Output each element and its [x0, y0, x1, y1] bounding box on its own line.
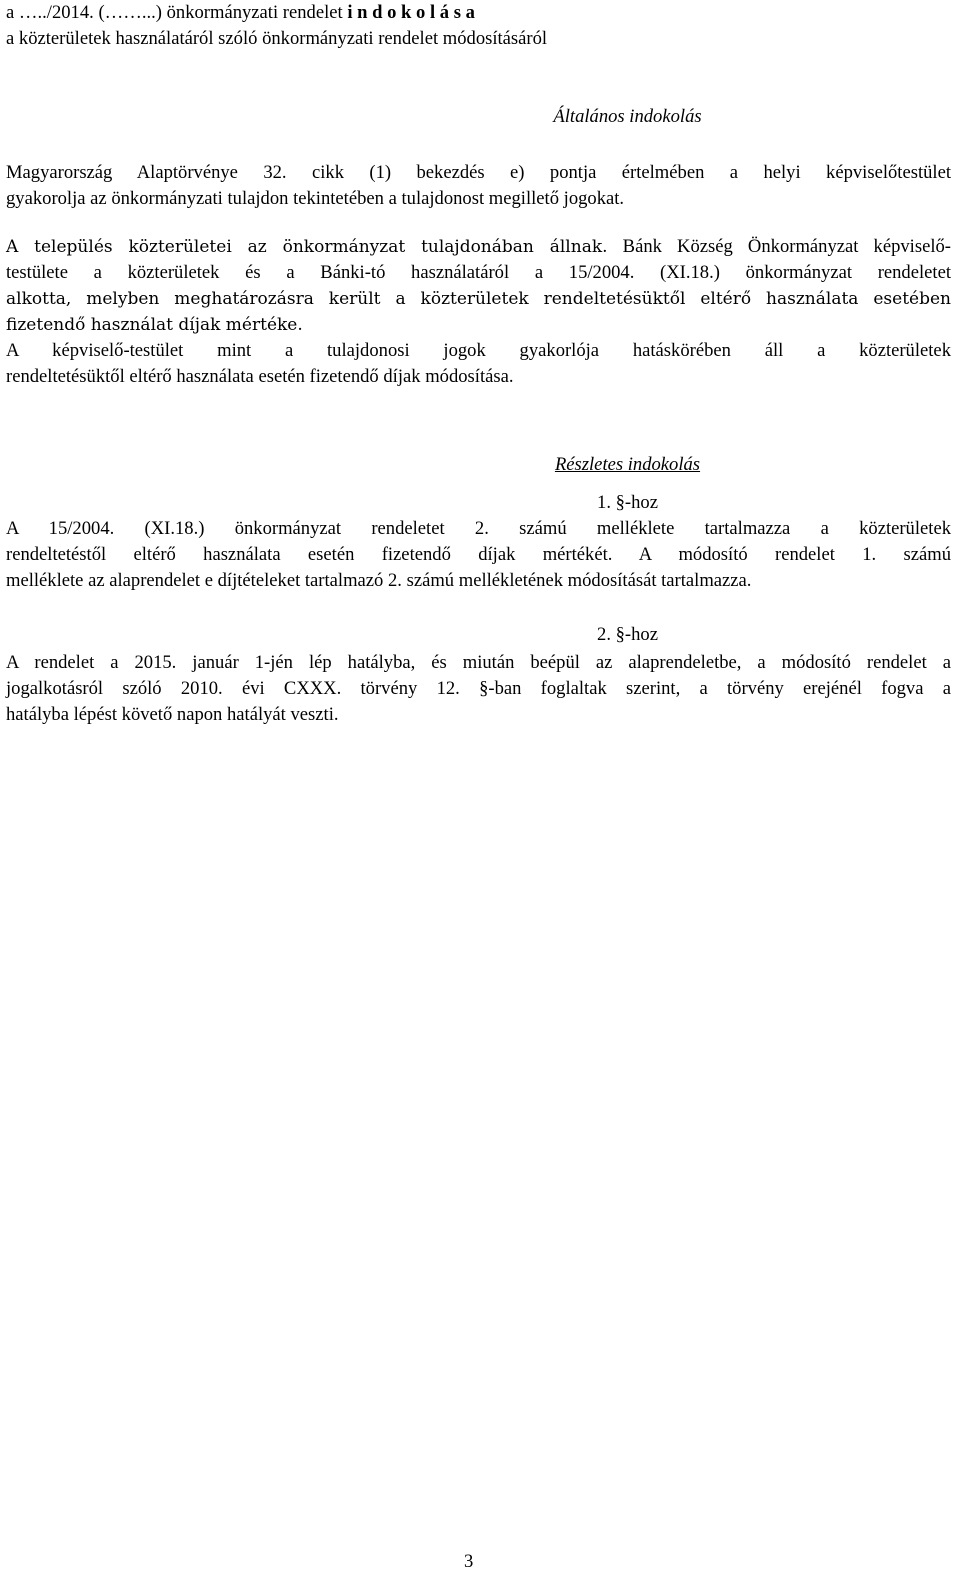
general-p2-line1 — [6, 234, 951, 260]
section-2-line3: hatályba lépést követő napon hatályát veszti. — [6, 704, 339, 725]
general-p2-line3: alkotta, melyben meghatározásra került a közterületek rendeltetésüktől eltérő használata esetében — [6, 289, 951, 309]
section-1-label: 1. §-hoz — [597, 492, 658, 513]
general-heading-text: Általános indokolás — [553, 106, 702, 127]
section-1-paragraph — [6, 516, 951, 594]
general-paragraph-2 — [6, 234, 951, 338]
general-p2-line4: fizetendő használat díjak mértéke. — [6, 315, 303, 335]
section-1-line1: A 15/2004. (XI.18.) önkormányzat rendeletet 2. számú melléklete tartalmazza a közterületek — [6, 518, 951, 539]
section-1-line2: rendeltetéstől eltérő használata esetén fizetendő díjak mértékét. A módosító rendelet 1. számú — [6, 544, 951, 565]
general-p2-line1-b: Bánk Község Önkormányzat képviselő- — [607, 236, 951, 257]
document-title-line1 — [6, 2, 475, 24]
section-1-line3: melléklete az alaprendelet e díjtételeket tartalmazó 2. számú mellékletének módosítását tartalmazza. — [6, 570, 752, 591]
detailed-justification-heading — [6, 454, 951, 476]
page-number: 3 — [464, 1551, 474, 1572]
section-2-line1: A rendelet a 2015. január 1-jén lép hatályba, és miután beépül az alaprendeletbe, a módosító rendelet a — [6, 652, 951, 673]
section-2-paragraph — [6, 650, 951, 728]
general-p3-line1: A képviselő-testület mint a tulajdonosi jogok gyakorlója hatáskörében áll a közterületek — [6, 340, 951, 361]
general-justification-heading — [6, 106, 951, 128]
general-p2-line1-a: A település közterületei az önkormányzat tulajdonában állnak. — [6, 237, 608, 257]
detailed-heading-text: Részletes indokolás — [554, 454, 701, 475]
general-paragraph-3 — [6, 338, 951, 390]
general-p1-line1: Magyarország Alaptörvénye 32. cikk (1) bekezdés e) pontja értelmében a helyi képviselőtestület — [6, 162, 951, 183]
general-p1-line2: gyakorolja az önkormányzati tulajdon tekintetében a tulajdonost megillető jogokat. — [6, 188, 625, 209]
title-indokolasa: i n d o k o l á s a — [347, 2, 475, 23]
general-p3-line2: rendeltetésüktől eltérő használata esetén fizetendő díjak módosítása. — [6, 366, 514, 387]
title-prefix: a …../2014. (……...) önkormányzati rendelet — [6, 2, 348, 23]
document-title-line2: a közterületek használatáról szóló önkormányzati rendelet módosításáról — [6, 28, 548, 49]
section-2-label: 2. §-hoz — [597, 624, 658, 645]
section-2-line2: jogalkotásról szóló 2010. évi CXXX. törvény 12. §-ban foglaltak szerint, a törvény erejénél fogva a — [6, 678, 951, 699]
general-p2-line2: testülete a közterületek és a Bánki-tó használatáról a 15/2004. (XI.18.) önkormányzat rendeletet — [6, 262, 951, 283]
general-paragraph-1 — [6, 160, 951, 212]
